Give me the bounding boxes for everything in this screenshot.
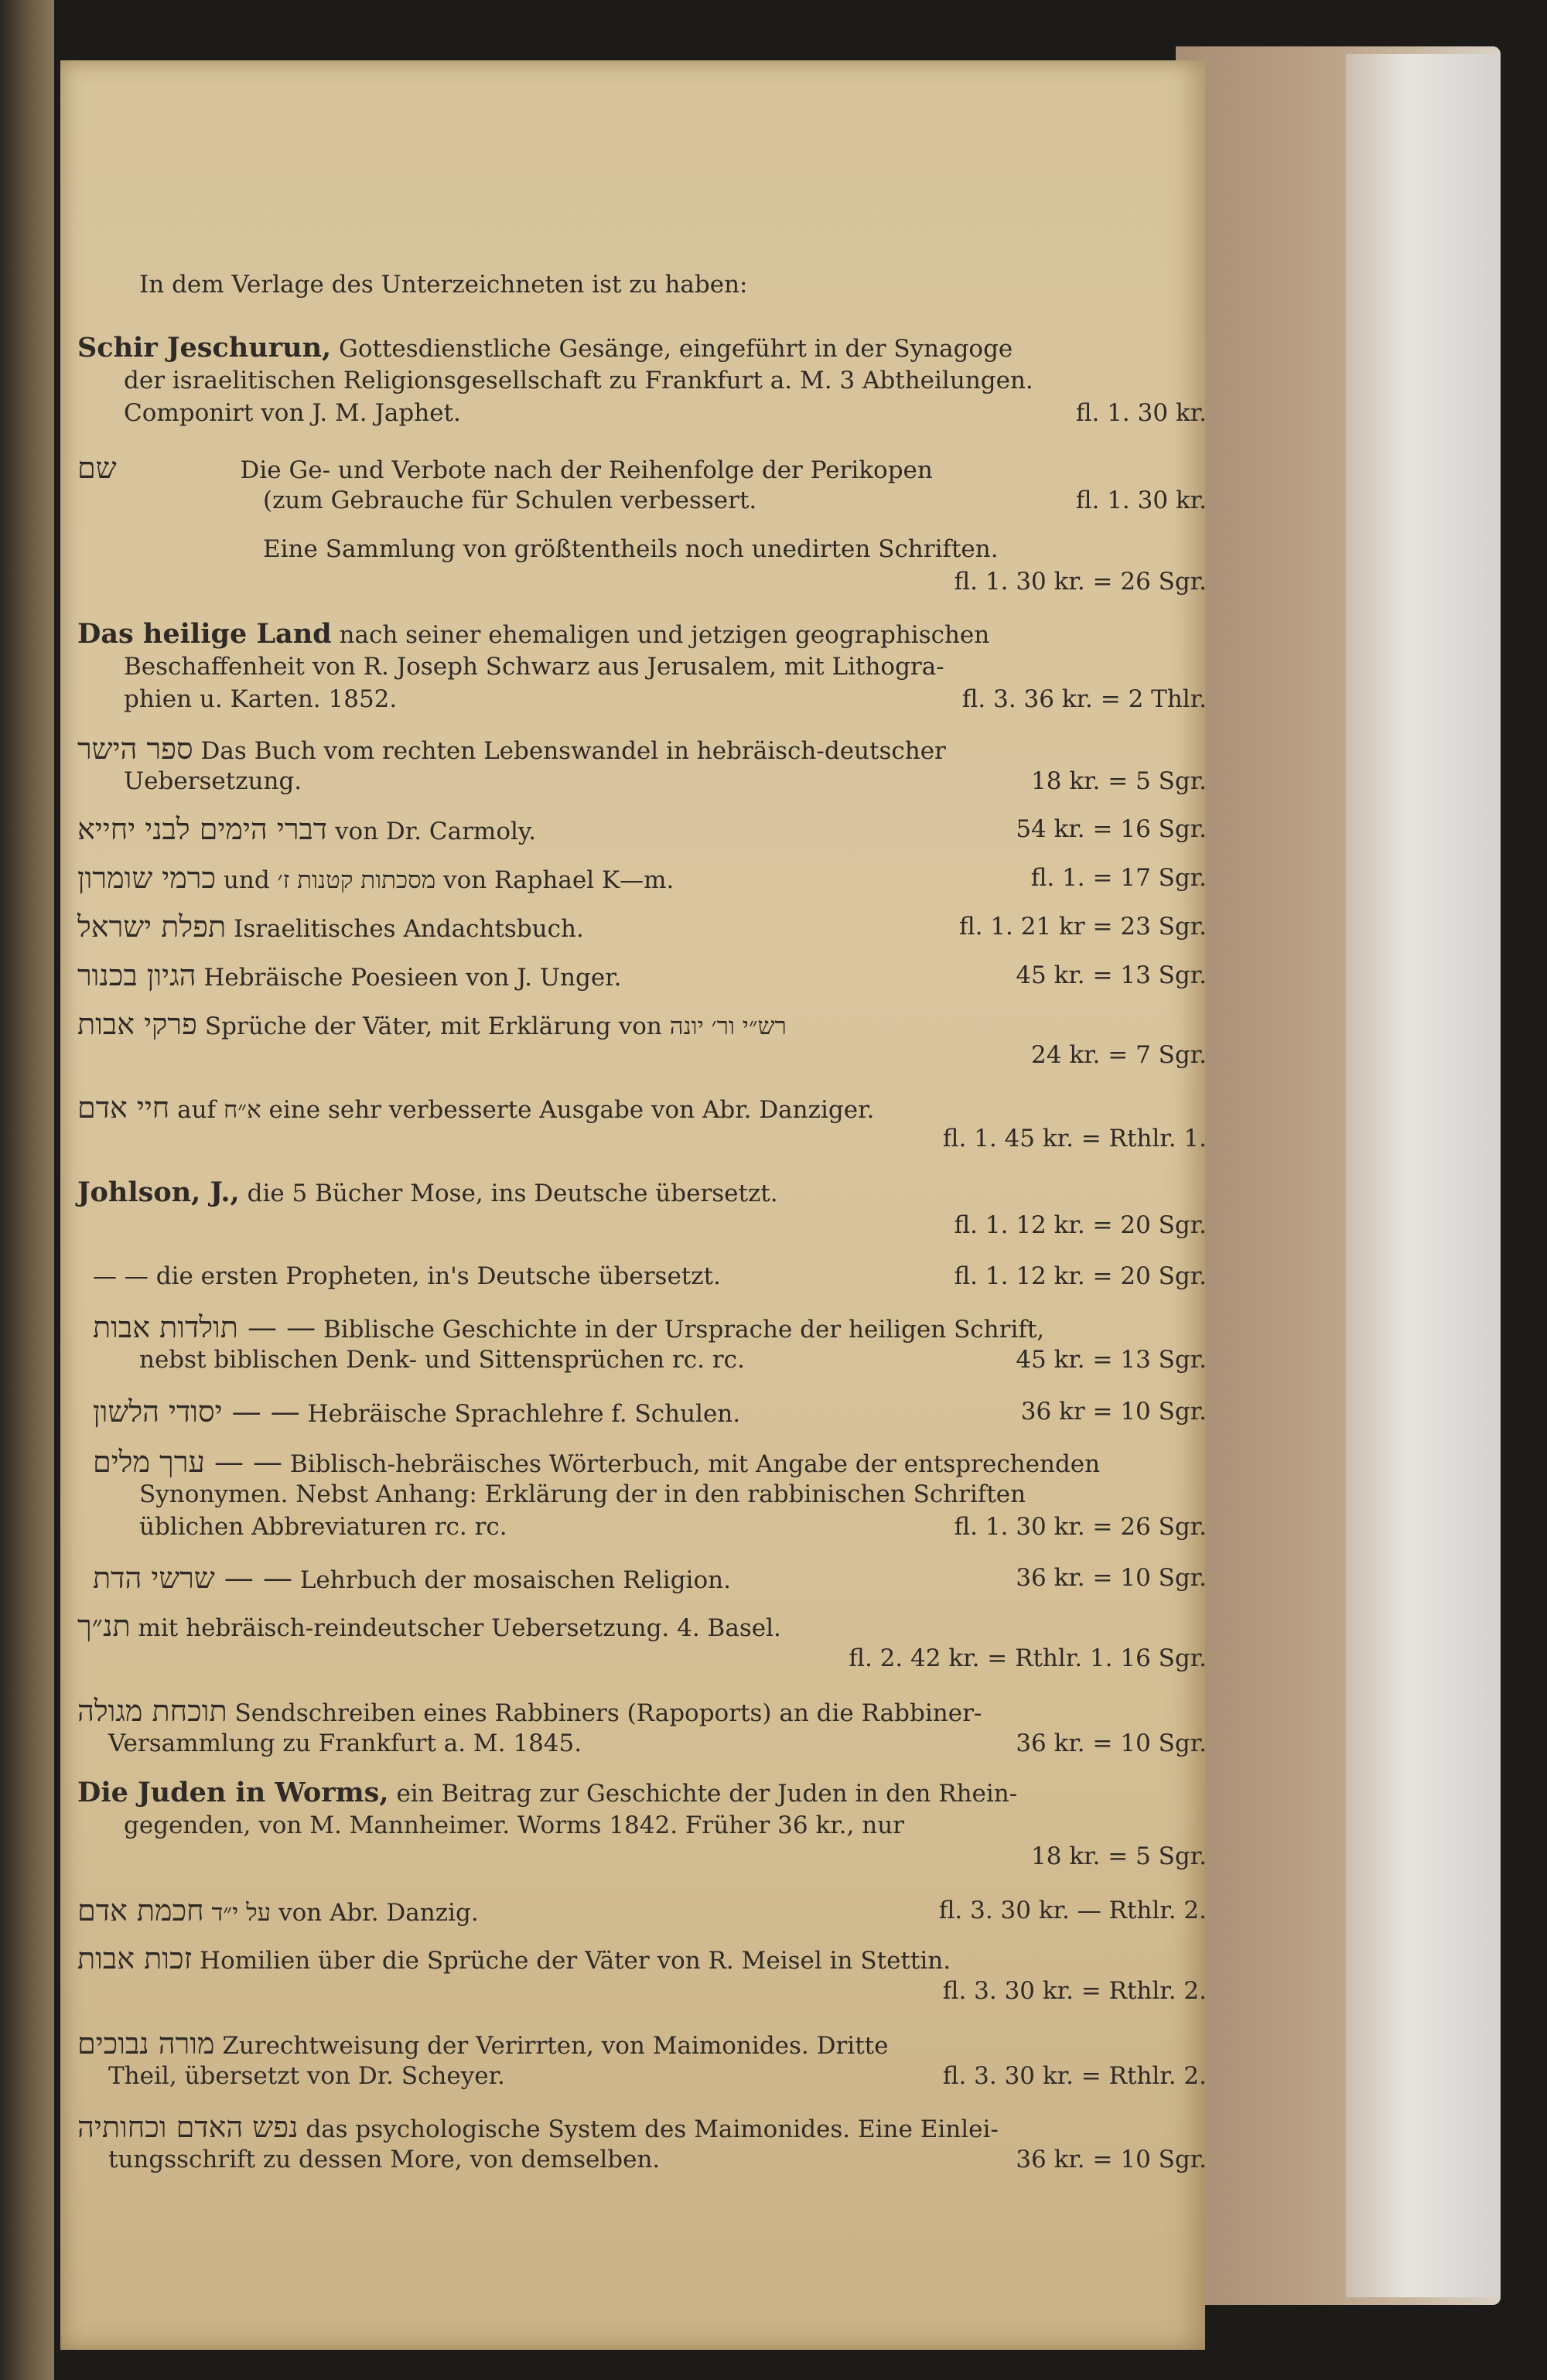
entry-nefesch-haadam: נפש האדם וכחותיה das psychologische System des Maimonides. Eine Einlei- [77, 2110, 999, 2144]
entry-toldot-avot: — — תולדות אבות Biblische Geschichte in der Ursprache der heiligen Schrift, [93, 1310, 1045, 1344]
entry-schorsche-hadat: — — שרשי הדת Lehrbuch der mosaischen Religion. 36 kr. = 10 Sgr. [93, 1561, 1207, 1595]
entry-tochachat-megulla: תוכחת מגולה Sendschreiben eines Rabbiners (Rapoports) an die Rabbiner- [77, 1694, 982, 1728]
entry-juden-in-worms: Die Juden in Worms, ein Beitrag zur Geschichte der Juden in den Rhein- [77, 1777, 1018, 1808]
entry-higgajon: הגיון בכנור Hebräische Poesieen von J. Unger. 45 kr. = 13 Sgr. [77, 958, 1207, 992]
book-photo: In dem Verlage des Unterzeichneten ist zu haben: Schir Jeschurun, Gottesdienstliche Gesänge, eingeführt in der Synagoge der israelitischen Religionsgesellschaft zu Frankfurt a. M. 3 Abtheilungen. Componirt von J. M. Japhet. fl. 1. 30 kr. שם Die Ge- und Verbote nach der Reihenfolge der Perikopen (zum Gebrauche für Schulen verbessert. fl. 1. 30 kr. Eine Sammlung von größtentheils noch unedirten Schriften. fl. 1. 30 kr. = 26 Sgr. Das heilige Land nach seiner ehemaligen und jetzigen geographischen Beschaffenheit von R. Joseph Schwarz aus Jerusalem, mit Lithogra- phien u. Karten. 1852. fl. 3. 36 kr. = 2 Thlr. ספר הישר Das Buch vom rechten Lebenswandel in hebräisch-deutscher Uebersetzung. 18 kr. = 5 Sgr. דברי הימים לבני יחייא von Dr. Carmoly. 54 kr. = 16 Sgr. כרמי שומרון und מסכתות קטנות ז׳ von Raphael K—m. fl. 1. = 17 Sgr. תפלת ישראל Israelitisches Andachtsbuch. fl. 1. 21 kr = 23 Sgr. הגיון בכנור Hebräische Poesieen von J. Unger. 45 kr. = 13 Sgr. פרקי אבות Sprüche der Väter, mit Erklärung von רש״י ור׳ יונה 24 kr. = 7 Sgr. חיי אדם auf א״ח eine sehr verbesserte Ausgabe von Abr. Danziger. fl. 1. 45 kr. = Rthlr. 1. Johlson, J., die 5 Bücher Mose, ins Deutsche übersetzt. fl. 1. 12 kr. = 20 Sgr. — — die ersten Propheten, in's Deutsche übersetzt. fl. 1. 12 kr. = 20 Sgr. — — תולדות אבות Biblische Geschichte in der Ursprache der heiligen Schrift, nebst biblischen Denk- und Sittensprüchen rc. rc. 45 kr. = 13 Sgr. — — יסודי הלשון Hebräische Sprachlehre f. Schulen. 36 kr = 10 Sgr. — — ערך מלים Biblisch-hebräisches Wörterbuch, mit Angabe der entsprechenden Synonymen. Nebst Anhang: Erklärung der in den rabbinischen Schriften üblichen Abbreviaturen rc. rc. fl. 1. 30 kr. = 26 Sgr. — — שרשי הדת Lehrbuch der mosaischen Religion. 36 kr. = 10 Sgr. תנ״ך mit hebräisch-reindeutscher Uebersetzung. 4. Basel. fl. 2. 42 kr. = Rthlr. 1. 16 Sgr. תוכחת מגולה Sendschreiben eines Rabbiners (Rapoports) an die Rabbiner- Versammlung zu Frankfurt a. M. 1845. 36 kr. = 10 Sgr. Die Juden in Worms, ein Beitrag zur Geschichte der Juden in den Rhein- gegenden, von M. Mannheimer. Worms 1842. Früher 36 kr., nur 18 kr. = 5 Sgr. חכמת אדם על י״ד von Abr. Danzig. fl. 3. 30 kr. — Rthlr. 2. זכות אבות Homilien über die Sprüche der Väter von R. Meisel in Stettin. fl. 3. 30 kr. = Rthlr. 2. מורה נבוכים Zurechtweisung der Verirrten, von Maimonides. Dritte Theil, übersetzt von Dr. Scheyer. fl. 3. 30 kr. = Rthlr. 2. נפש האדם וכחותיה das psychologische System des Maimonides. Eine Einlei- tungsschrift zu dessen More, von demselben. 36 kr. = 10 Sgr. [0, 0, 1547, 2380]
entry-line: Componirt von J. M. Japhet. fl. 1. 30 kr. [124, 399, 1207, 427]
entry-chochmat-adam: חכמת אדם על י״ד von Abr. Danzig. fl. 3. 30 kr. — Rthlr. 2. [77, 1893, 1207, 1928]
entry-line: tungsschrift zu dessen More, von demselben. 36 kr. = 10 Sgr. [108, 2146, 1207, 2173]
book-spine [0, 0, 54, 2380]
entry-line: Synonymen. Nebst Anhang: Erklärung der in den rabbinischen Schriften [139, 1480, 1026, 1508]
entry-sefer-hajashar: ספר הישר Das Buch vom rechten Lebenswandel in hebräisch-deutscher [77, 732, 946, 766]
entry-line: Uebersetzung. 18 kr. = 5 Sgr. [124, 767, 1207, 795]
entry-line: Beschaffenheit von R. Joseph Schwarz aus Jerusalem, mit Lithogra- [124, 653, 944, 681]
page-edges [1346, 54, 1501, 2297]
entry-sammlung: Eine Sammlung von größtentheils noch unedirten Schriften. [263, 535, 999, 563]
entry-erech-millim: — — ערך מלים Biblisch-hebräisches Wörterbuch, mit Angabe der entsprechenden [93, 1445, 1101, 1479]
entry-line: phien u. Karten. 1852. fl. 3. 36 kr. = 2 Thlr. [124, 685, 1207, 713]
entry-heilige-land: Das heilige Land nach seiner ehemaligen und jetzigen geographischen [77, 618, 990, 650]
entry-line: der israelitischen Religionsgesellschaft zu Frankfurt a. M. 3 Abtheilungen. [124, 367, 1033, 394]
entry-line: (zum Gebrauche für Schulen verbessert. fl. 1. 30 kr. [263, 487, 1207, 514]
entry-line: gegenden, von M. Mannheimer. Worms 1842. Früher 36 kr., nur [124, 1811, 904, 1839]
entry-karme-schomron: כרמי שומרון und מסכתות קטנות ז׳ von Raphael K—m. fl. 1. = 17 Sgr. [77, 861, 1207, 895]
entry-schir-jeschurun: Schir Jeschurun, Gottesdienstliche Gesänge, eingeführt in der Synagoge [77, 332, 1013, 364]
entry-more-nevuchim: מורה נבוכים Zurechtweisung der Verirrten, von Maimonides. Dritte [77, 2027, 889, 2061]
entry-line: Theil, übersetzt von Dr. Scheyer. fl. 3. 30 kr. = Rthlr. 2. [108, 2062, 1207, 2090]
entry-line: üblichen Abbreviaturen rc. rc. fl. 1. 30 kr. = 26 Sgr. [139, 1513, 1207, 1541]
entry-pirke-avot: פרקי אבות Sprüche der Väter, mit Erklärung von רש״י ור׳ יונה [77, 1007, 787, 1041]
entry-line: Versammlung zu Frankfurt a. M. 1845. 36 kr. = 10 Sgr. [108, 1730, 1207, 1757]
entry-jesode-halaschon: — — יסודי הלשון Hebräische Sprachlehre f. Schulen. 36 kr = 10 Sgr. [93, 1395, 1207, 1429]
entry-chaje-adam: חיי אדם auf א״ח eine sehr verbesserte Ausgabe von Abr. Danziger. [77, 1091, 875, 1125]
entry-shem: שם Die Ge- und Verbote nach der Reihenfolge der Perikopen [77, 451, 933, 485]
entry-propheten: — — die ersten Propheten, in's Deutsche übersetzt. fl. 1. 12 kr. = 20 Sgr. [93, 1262, 1207, 1290]
entry-sechut-avot: זכות אבות Homilien über die Sprüche der Väter von R. Meisel in Stettin. [77, 1941, 951, 1975]
entry-line: nebst biblischen Denk- und Sittensprüchen rc. rc. 45 kr. = 13 Sgr. [139, 1346, 1207, 1374]
entry-divre-hajamim: דברי הימים לבני יחייא von Dr. Carmoly. 54 kr. = 16 Sgr. [77, 812, 1207, 846]
entry-tefillat-israel: תפלת ישראל Israelitisches Andachtsbuch. fl. 1. 21 kr = 23 Sgr. [77, 910, 1207, 944]
entry-johlson: Johlson, J., die 5 Bücher Mose, ins Deutsche übersetzt. [77, 1176, 778, 1208]
entry-tanach: תנ״ך mit hebräisch-reindeutscher Uebersetzung. 4. Basel. [77, 1609, 781, 1643]
page-header: In dem Verlage des Unterzeichneten ist zu haben: [139, 271, 748, 299]
